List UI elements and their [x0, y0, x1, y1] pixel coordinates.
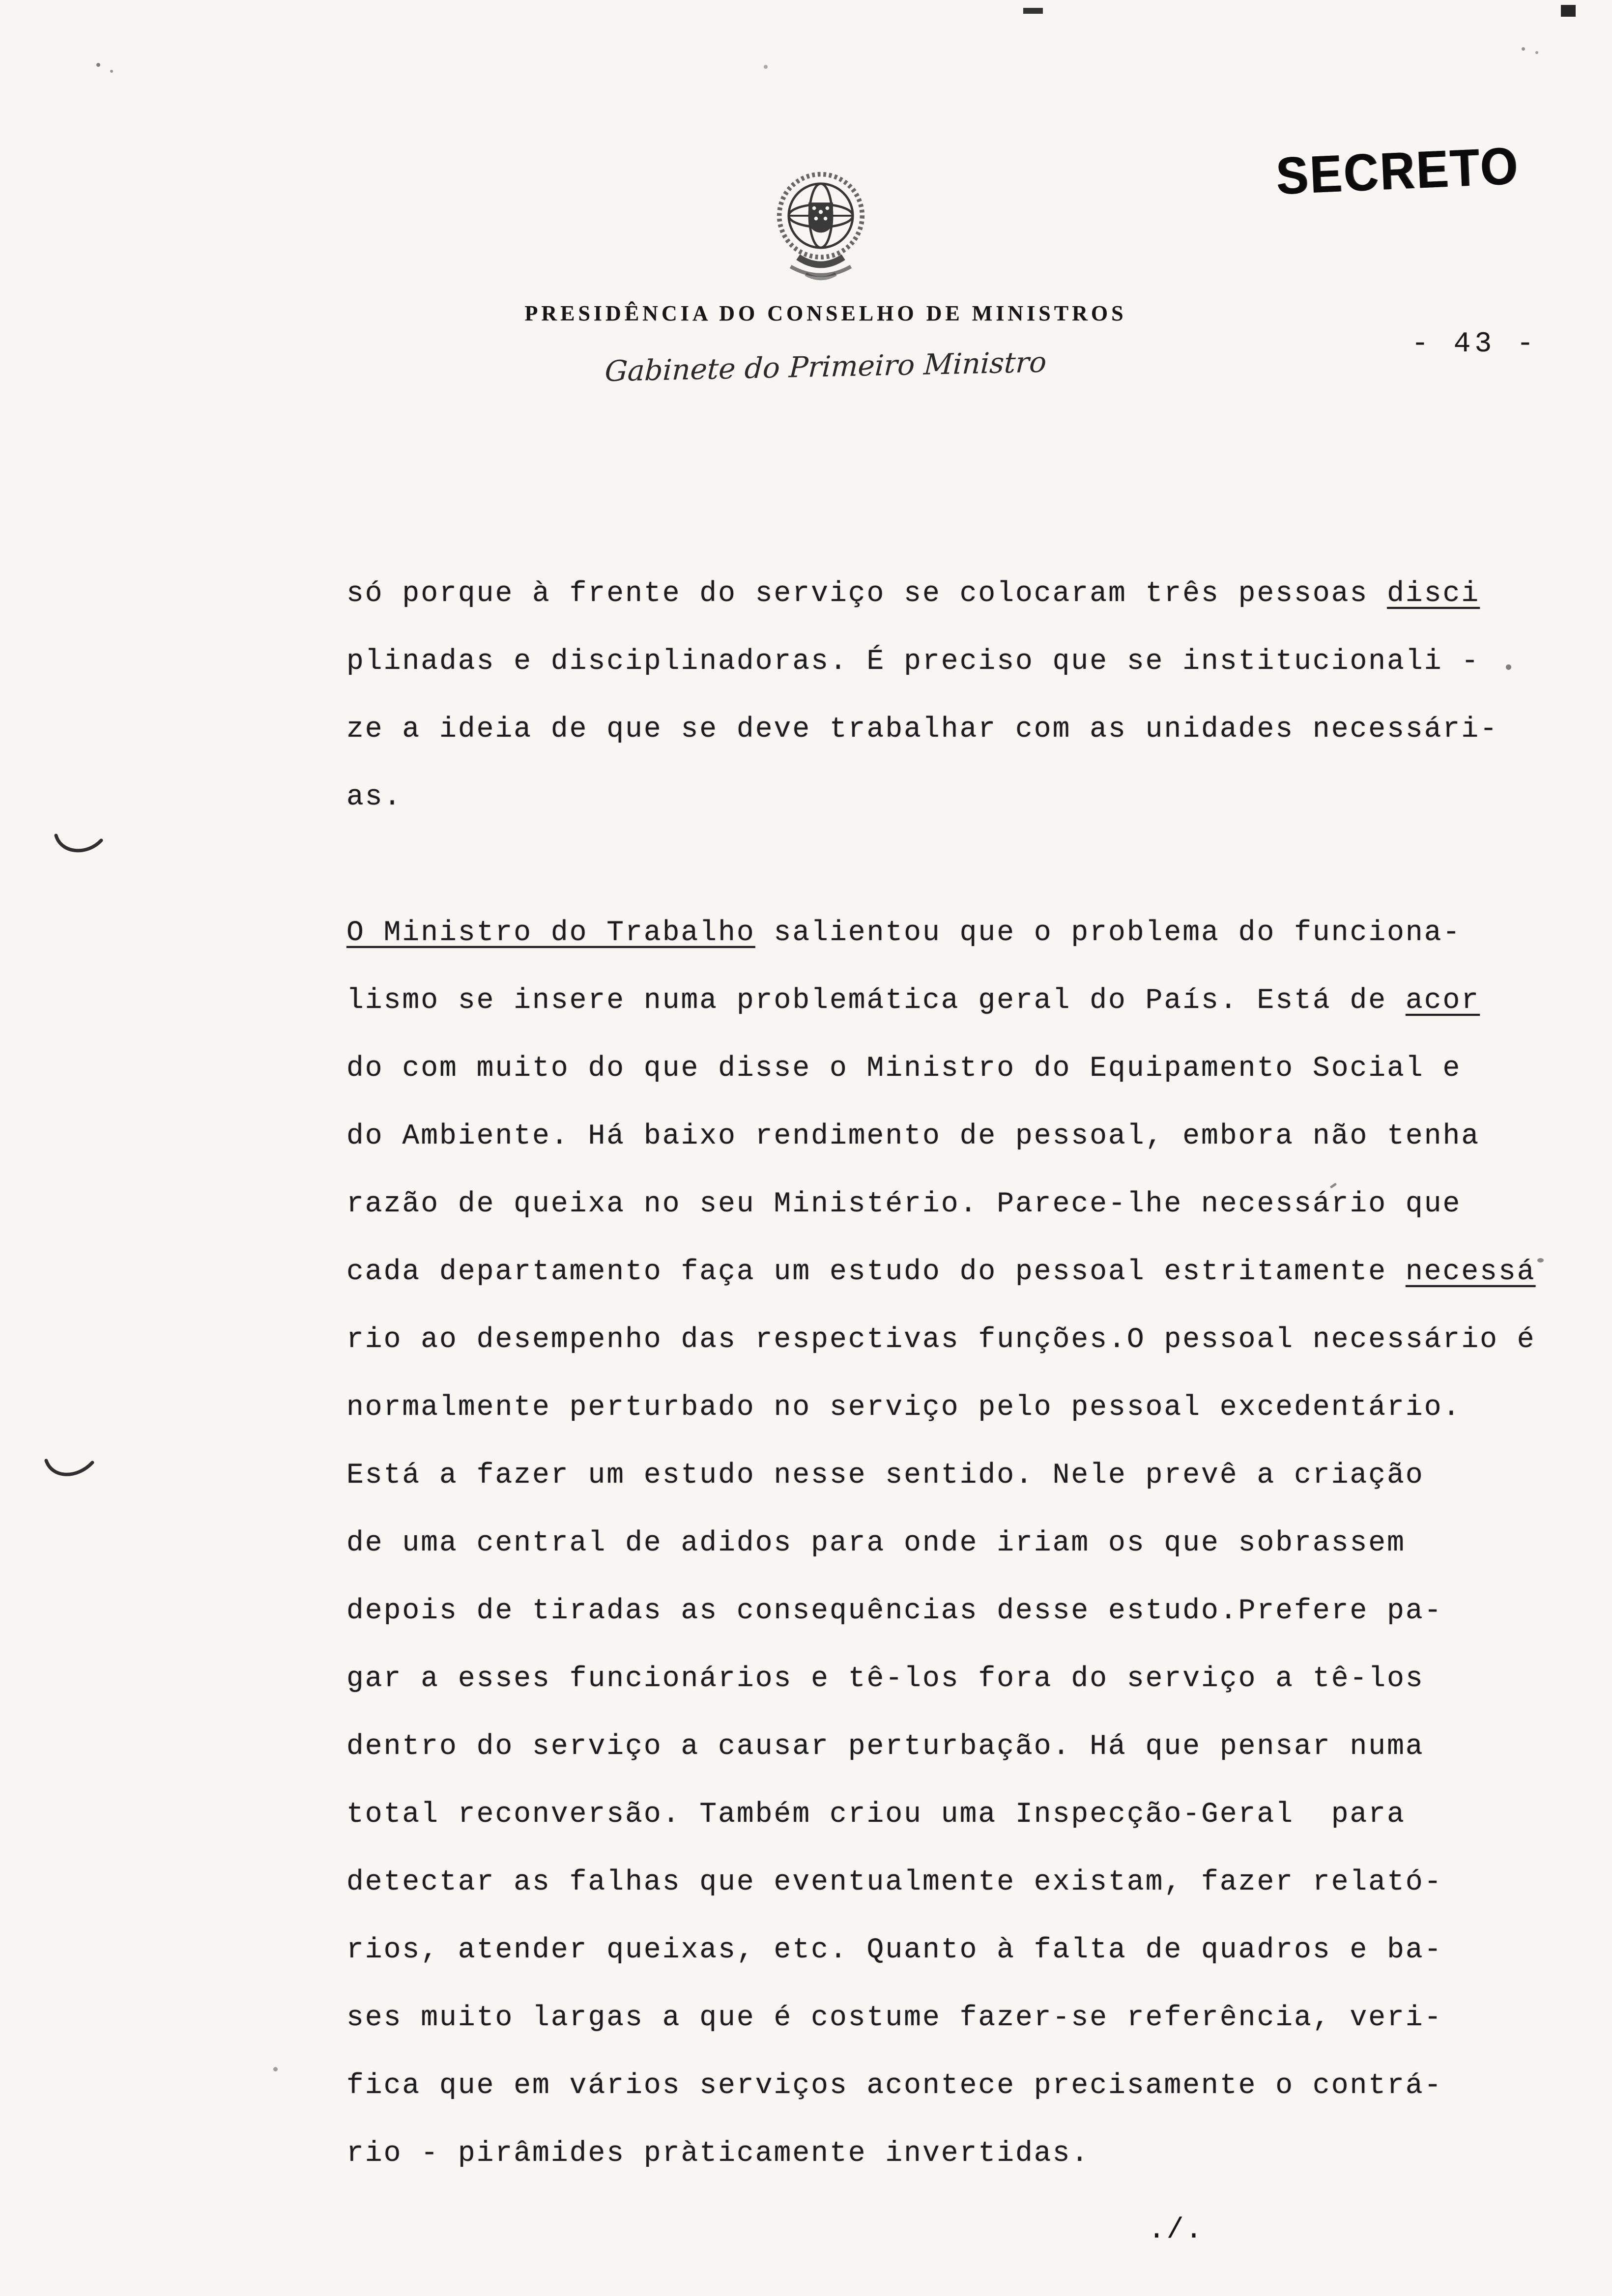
- text-line: lismo se insere numa problemática geral do País. Está de acor: [346, 985, 1480, 1017]
- page-number: - 43 -: [1411, 328, 1538, 360]
- national-emblem-icon: [764, 162, 877, 292]
- scan-speck: [110, 70, 113, 73]
- text-line: ses muito largas a que é costume fazer-se referência, veri-: [346, 2002, 1443, 2034]
- scan-speck: [1506, 664, 1511, 670]
- scan-speck: [1535, 51, 1538, 54]
- text-line: O Ministro do Trabalho salientou que o problema do funciona-: [346, 917, 1462, 949]
- text-line: do Ambiente. Há baixo rendimento de pessoal, embora não tenha: [346, 1120, 1480, 1152]
- secret-stamp: SECRETO: [1274, 136, 1521, 206]
- document-body: [346, 560, 1565, 2188]
- text-line: plinadas e disciplinadoras. É preciso que se institucionali -: [346, 646, 1480, 678]
- scan-speck: [1561, 5, 1576, 17]
- text-line: rio ao desempenho das respectivas funções.O pessoal necessário é: [346, 1324, 1536, 1356]
- paragraph: [346, 560, 1565, 832]
- text-line: normalmente perturbado no serviço pelo pessoal excedentário.: [346, 1392, 1462, 1424]
- paragraph: [346, 899, 1565, 2188]
- text-line: depois de tiradas as consequências desse estudo.Prefere pa-: [346, 1595, 1443, 1627]
- text-line: do com muito do que disse o Ministro do Equipamento Social e: [346, 1053, 1462, 1085]
- text-line: detectar as falhas que eventualmente existam, fazer relató-: [346, 1866, 1443, 1898]
- scan-speck: [1023, 8, 1043, 14]
- text-line: ze a ideia de que se deve trabalhar com as unidades necessári-: [346, 714, 1498, 746]
- text-line: as.: [346, 781, 403, 813]
- scan-speck: [1537, 1258, 1544, 1263]
- text-line: rios, atender queixas, etc. Quanto à falta de quadros e ba-: [346, 1934, 1443, 1966]
- text-line: Está a fazer um estudo nesse sentido. Nele prevê a criação: [346, 1460, 1424, 1492]
- margin-mark: [43, 1454, 97, 1491]
- continuation-mark: ./.: [1148, 2214, 1204, 2246]
- text-line: razão de queixa no seu Ministério. Parece-lhe necessário que: [346, 1188, 1462, 1220]
- scan-speck: [96, 63, 100, 67]
- org-title: PRESIDÊNCIA DO CONSELHO DE MINISTROS: [524, 301, 1127, 325]
- text-line: total reconversão. Também criou uma Inspecção-Geral para: [346, 1799, 1406, 1831]
- text-line: fica que em vários serviços acontece precisamente o contrá-: [346, 2070, 1443, 2102]
- text-line: rio - pirâmides pràticamente invertidas.: [346, 2138, 1090, 2170]
- text-line: de uma central de adidos para onde iriam os que sobrassem: [346, 1527, 1406, 1559]
- text-line: cada departamento faça um estudo do pessoal estritamente necessá: [346, 1256, 1536, 1288]
- text-line: dentro do serviço a causar perturbação. Há que pensar numa: [346, 1731, 1424, 1763]
- scan-speck: [1522, 47, 1525, 51]
- scan-speck: [273, 2067, 278, 2071]
- scan-speck: [764, 65, 768, 69]
- text-line: só porque à frente do serviço se colocaram três pessoas disci: [346, 578, 1480, 610]
- office-script-subtitle: Gabinete do Primeiro Ministro: [604, 345, 1047, 388]
- margin-mark: [54, 830, 108, 866]
- text-line: gar a esses funcionários e tê-los fora do serviço a tê-los: [346, 1663, 1424, 1695]
